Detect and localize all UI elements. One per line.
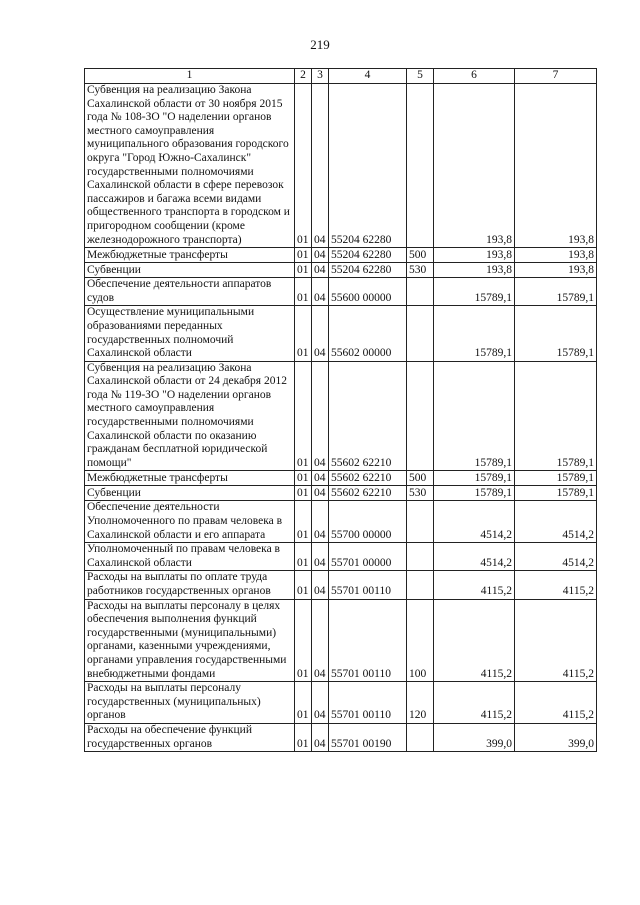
- row-amount-col7: 15789,1: [515, 278, 597, 306]
- row-section: 01: [295, 84, 312, 248]
- row-expense-type: [407, 84, 434, 248]
- row-expense-type: 120: [407, 682, 434, 724]
- row-name: Обеспечение деятельности аппаратов судов: [85, 278, 295, 306]
- row-section: 01: [295, 471, 312, 486]
- column-header: 1: [85, 69, 295, 84]
- row-name: Субвенция на реализацию Закона Сахалинской области от 24 декабря 2012 года № 119-ЗО "О наделении органов местного самоуправления государственными полномочиями Сахалинской области по оказанию гражданам бесплатной юридической помощи": [85, 361, 295, 471]
- row-amount-col6: 15789,1: [434, 486, 515, 501]
- row-section: 01: [295, 361, 312, 471]
- row-target-code: 55701 00190: [329, 723, 407, 751]
- row-expense-type: [407, 501, 434, 543]
- row-amount-col6: 15789,1: [434, 278, 515, 306]
- row-amount-col6: 193,8: [434, 84, 515, 248]
- row-amount-col6: 4115,2: [434, 682, 515, 724]
- table-row: [85, 723, 597, 751]
- row-name: Межбюджетные трансферты: [85, 471, 295, 486]
- row-amount-col7: 399,0: [515, 723, 597, 751]
- row-section: 01: [295, 599, 312, 682]
- table-row: [85, 571, 597, 599]
- row-name: Расходы на выплаты персоналу в целях обеспечения выполнения функций государственными (муниципальными) органами, казенными учреждениями, органами управления государственными внебюджетными фондами: [85, 599, 295, 682]
- row-target-code: 55602 62210: [329, 471, 407, 486]
- column-header: 6: [434, 69, 515, 84]
- table-row: [85, 682, 597, 724]
- row-name: Уполномоченный по правам человека в Сахалинской области: [85, 543, 295, 571]
- row-subsection: 04: [312, 486, 329, 501]
- table-row: [85, 248, 597, 263]
- row-section: 01: [295, 682, 312, 724]
- row-subsection: 04: [312, 543, 329, 571]
- row-subsection: 04: [312, 471, 329, 486]
- row-target-code: 55602 00000: [329, 306, 407, 361]
- page-number: 219: [310, 37, 330, 52]
- row-section: 01: [295, 263, 312, 278]
- table-row: [85, 84, 597, 248]
- row-subsection: 04: [312, 84, 329, 248]
- row-amount-col6: 193,8: [434, 248, 515, 263]
- column-header: 2: [295, 69, 312, 84]
- row-expense-type: [407, 543, 434, 571]
- table-row: [85, 501, 597, 543]
- row-target-code: 55701 00110: [329, 599, 407, 682]
- column-header: 7: [515, 69, 597, 84]
- row-amount-col7: 15789,1: [515, 486, 597, 501]
- table-header-row: [85, 69, 597, 84]
- row-section: 01: [295, 543, 312, 571]
- row-expense-type: [407, 723, 434, 751]
- row-amount-col7: 193,8: [515, 84, 597, 248]
- row-target-code: 55204 62280: [329, 84, 407, 248]
- row-subsection: 04: [312, 501, 329, 543]
- table-row: [85, 306, 597, 361]
- row-subsection: 04: [312, 361, 329, 471]
- row-expense-type: 500: [407, 471, 434, 486]
- row-name: Обеспечение деятельности Уполномоченного по правам человека в Сахалинской области и его аппарата: [85, 501, 295, 543]
- row-amount-col7: 4514,2: [515, 501, 597, 543]
- row-target-code: 55204 62280: [329, 248, 407, 263]
- row-expense-type: 500: [407, 248, 434, 263]
- row-amount-col6: 15789,1: [434, 361, 515, 471]
- row-target-code: 55701 00000: [329, 543, 407, 571]
- row-section: 01: [295, 486, 312, 501]
- row-target-code: 55602 62210: [329, 486, 407, 501]
- row-name: Субвенции: [85, 486, 295, 501]
- row-section: 01: [295, 571, 312, 599]
- row-name: Субвенция на реализацию Закона Сахалинской области от 30 ноября 2015 года № 108-ЗО "О наделении органов местного самоуправления муниципального образования городского округа "Город Южно-Сахалинск" государственными полномочиями Сахалинской области в сфере перевозок пассажиров и багажа всеми видами общественного транспорта в городском и пригородном сообщении (кроме железнодорожного транспорта): [85, 84, 295, 248]
- row-amount-col6: 15789,1: [434, 471, 515, 486]
- row-target-code: 55204 62280: [329, 263, 407, 278]
- row-expense-type: 100: [407, 599, 434, 682]
- row-subsection: 04: [312, 263, 329, 278]
- row-name: Субвенции: [85, 263, 295, 278]
- row-section: 01: [295, 306, 312, 361]
- row-amount-col7: 15789,1: [515, 306, 597, 361]
- row-expense-type: 530: [407, 486, 434, 501]
- row-amount-col7: 15789,1: [515, 361, 597, 471]
- row-target-code: 55701 00110: [329, 682, 407, 724]
- row-amount-col7: 15789,1: [515, 471, 597, 486]
- row-amount-col7: 193,8: [515, 263, 597, 278]
- row-amount-col6: 4514,2: [434, 501, 515, 543]
- table-row: [85, 263, 597, 278]
- row-subsection: 04: [312, 278, 329, 306]
- row-name: Расходы на выплаты по оплате труда работников государственных органов: [85, 571, 295, 599]
- table-row: [85, 471, 597, 486]
- row-name: Расходы на обеспечение функций государственных органов: [85, 723, 295, 751]
- row-amount-col6: 193,8: [434, 263, 515, 278]
- row-amount-col7: 4115,2: [515, 599, 597, 682]
- table-row: [85, 361, 597, 471]
- row-amount-col6: 399,0: [434, 723, 515, 751]
- row-amount-col7: 4115,2: [515, 682, 597, 724]
- row-subsection: 04: [312, 571, 329, 599]
- table-row: [85, 278, 597, 306]
- row-amount-col7: 193,8: [515, 248, 597, 263]
- column-header: 5: [407, 69, 434, 84]
- row-subsection: 04: [312, 599, 329, 682]
- row-expense-type: [407, 361, 434, 471]
- row-target-code: 55600 00000: [329, 278, 407, 306]
- row-name: Расходы на выплаты персоналу государственных (муниципальных) органов: [85, 682, 295, 724]
- row-amount-col7: 4514,2: [515, 543, 597, 571]
- table-row: [85, 486, 597, 501]
- row-subsection: 04: [312, 723, 329, 751]
- row-name: Межбюджетные трансферты: [85, 248, 295, 263]
- row-expense-type: 530: [407, 263, 434, 278]
- table-row: [85, 543, 597, 571]
- budget-table: [84, 68, 597, 752]
- row-target-code: 55701 00110: [329, 571, 407, 599]
- row-subsection: 04: [312, 248, 329, 263]
- row-section: 01: [295, 501, 312, 543]
- column-header: 4: [329, 69, 407, 84]
- row-section: 01: [295, 278, 312, 306]
- row-section: 01: [295, 723, 312, 751]
- row-amount-col7: 4115,2: [515, 571, 597, 599]
- row-expense-type: [407, 571, 434, 599]
- row-target-code: 55700 00000: [329, 501, 407, 543]
- row-section: 01: [295, 248, 312, 263]
- row-amount-col6: 4115,2: [434, 571, 515, 599]
- row-target-code: 55602 62210: [329, 361, 407, 471]
- row-subsection: 04: [312, 682, 329, 724]
- row-subsection: 04: [312, 306, 329, 361]
- row-amount-col6: 4514,2: [434, 543, 515, 571]
- row-name: Осуществление муниципальными образованиями переданных государственных полномочий Сахалинской области: [85, 306, 295, 361]
- row-expense-type: [407, 306, 434, 361]
- row-expense-type: [407, 278, 434, 306]
- column-header: 3: [312, 69, 329, 84]
- table-row: [85, 599, 597, 682]
- row-amount-col6: 15789,1: [434, 306, 515, 361]
- row-amount-col6: 4115,2: [434, 599, 515, 682]
